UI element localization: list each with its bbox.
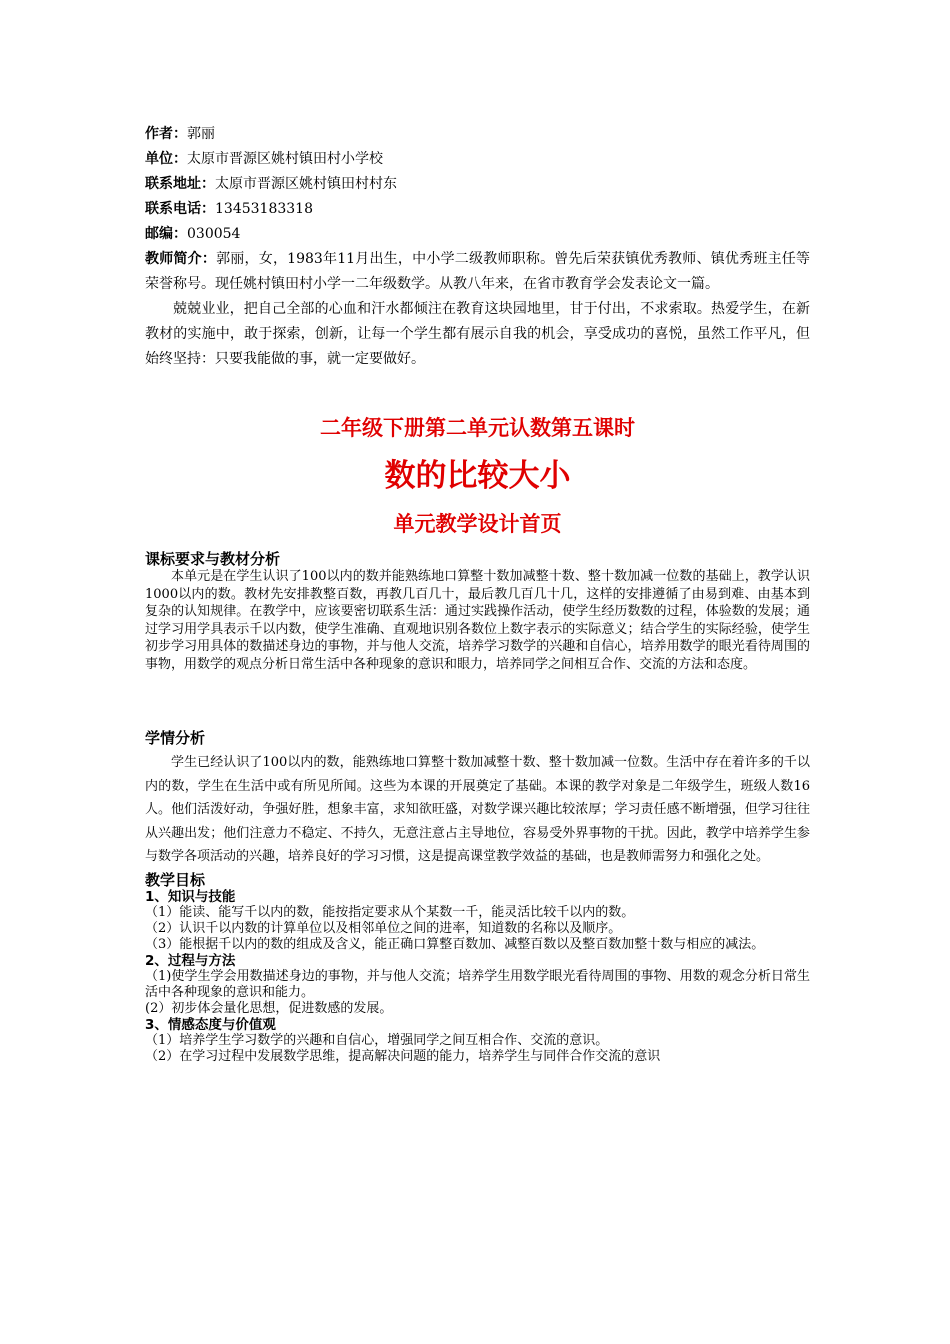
author-line (145, 122, 810, 147)
curriculum-heading: 课标要求与教材分析 (145, 550, 281, 568)
bio-label: 教师简介： (145, 251, 217, 267)
author-value: 郭丽 (187, 126, 215, 142)
phone-value: 13453183318 (215, 201, 313, 217)
goal1-heading: 1、知识与技能 (145, 888, 236, 905)
address-label: 联系地址： (145, 176, 215, 192)
unit-value: 太原市晋源区姚村镇田村小学校 (187, 151, 383, 167)
goal3-item: （1）培养学生学习数学的兴趣和自信心，增强同学之间互相合作、交流的意识。 (145, 1032, 609, 1048)
goal3-item: （2）在学习过程中发展数学思维，提高解决问题的能力，培养学生与同伴合作交流的意识 (145, 1048, 661, 1064)
address-value: 太原市晋源区姚村镇田村村东 (215, 176, 397, 192)
phone-line (145, 197, 810, 222)
teacher-bio (145, 247, 810, 297)
postcode-label: 邮编： (145, 226, 187, 242)
goal1-item: （3）能根据千以内的数的组成及含义，能正确口算整百数加、减整百数以及整百数加整十数与相应的减法。 (145, 936, 765, 952)
goal1-item: （1）能读、能写千以内的数，能按指定要求从个某数一千，能灵活比较千以内的数。 (145, 904, 635, 920)
learner-heading: 学情分析 (145, 729, 206, 747)
address-line (145, 172, 810, 197)
goals-heading: 教学目标 (145, 870, 206, 889)
author-label: 作者： (145, 126, 187, 142)
curriculum-text: 本单元是在学生认识了100以内的数并能熟练地口算整十数加减整十数、整十数加减一位数的基础上，教学认识1000以内的数。教材先安排教整百数，再教几百几十，最后教几百几十几，这样的安排遵循了由易到难、由基本到复杂的认知规律。在教学中，应该要密切联系生活：通过实践操作活动，使学生经历数数的过程，体验数的发展；通过学习用学具表示千以内数，使学生准确、直观地识别各数位上数字表示的实际意义；结合学生的实际经验，使学生初步学习用具体的数描述身边的事物，并与他人交流，培养学习数学的兴趣和自信心，培养用数学的眼光看待周围的事物，用数学的观点分析日常生活中各种现象的意识和眼力，培养同学之间相互合作、交流的方法和态度。 (145, 569, 810, 672)
teacher-bio-continued: 兢兢业业，把自己全部的心血和汗水都倾注在教育这块园地里，甘于付出，不求索取。热爱学生，在新教材的实施中，敢于探索，创新，让每一个学生都有展示自我的机会，享受成功的喜悦，虽然工作平凡，但始终坚持：只要我能做的事，就一定要做好。 (145, 301, 810, 367)
postcode-value: 030054 (187, 226, 241, 242)
postcode-line (145, 222, 810, 247)
phone-label: 联系电话： (145, 201, 215, 217)
unit-line (145, 147, 810, 172)
goal2-item: （1)使学生学会用数描述身边的事物，并与他人交流；培养学生用数学眼光看待周围的事物、用数的观念分析日常生活中各种现象的意识和能力。 (145, 968, 810, 1000)
learner-text: 学生已经认识了100以内的数，能熟练地口算整十数加减整十数、整十数加减一位数。生活中存在着许多的千以内的数，学生在生活中或有所见所闻。这些为本课的开展奠定了基础。本课的教学对象是二年级学生，班级人数16人。他们活泼好动，争强好胜，想象丰富，求知欲旺盛，对数学课兴趣比较浓厚；学习责任感不断增强，但学习往往从兴趣出发；他们注意力不稳定、不持久，无意注意占主导地位，容易受外界事物的干扰。因此，教学中培养学生参与数学各项活动的兴趣，培养良好的学习习惯，这是提高课堂教学效益的基础，也是教师需努力和强化之处。 (145, 755, 810, 864)
goal1-item: （2）认识千以内数的计算单位以及相邻单位之间的进率，知道数的名称以及顺序。 (145, 920, 622, 936)
lesson-subtitle: 二年级下册第二单元认数第五课时 (320, 416, 635, 440)
bio-text: 郭丽，女，1983年11月出生，中小学二级教师职称。曾先后荣获镇优秀教师、镇优秀班主任等荣誉称号。现任姚村镇田村小学一二年级数学。从教八年来，在省市教育学会发表论文一篇。 (145, 251, 810, 292)
lesson-title: 数的比较大小 (384, 458, 571, 494)
design-page-title: 单元教学设计首页 (393, 512, 562, 536)
goal2-item: (2）初步体会量化思想，促进数感的发展。 (145, 1000, 393, 1016)
unit-label: 单位： (145, 151, 187, 167)
document-page (145, 122, 810, 1065)
goal3-heading: 3、情感态度与价值观 (145, 1016, 276, 1033)
goal2-heading: 2、过程与方法 (145, 952, 236, 969)
